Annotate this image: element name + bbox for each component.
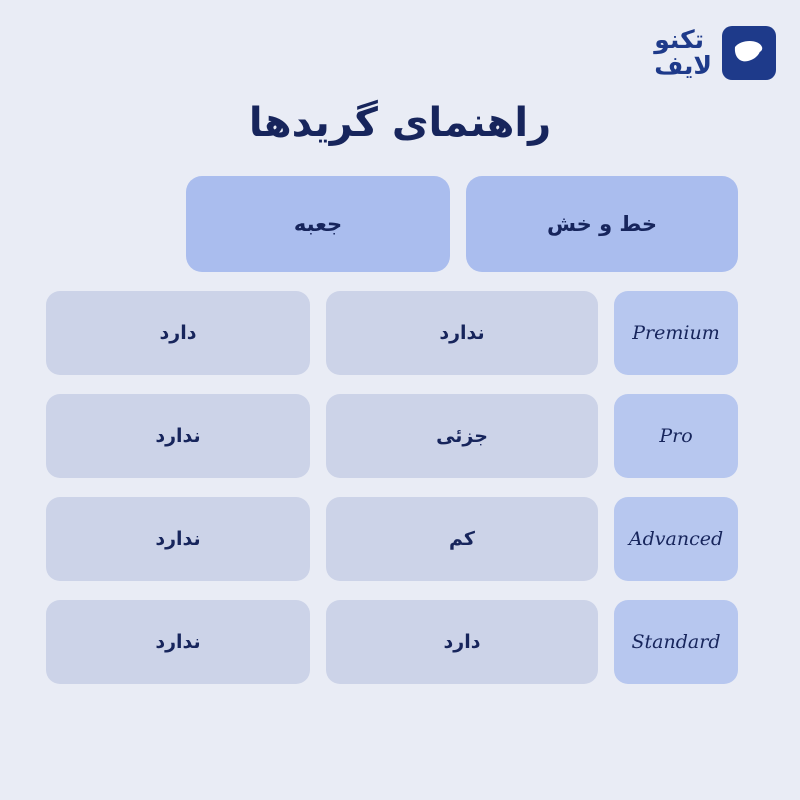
column-header-box: جعبه xyxy=(186,176,450,272)
grade-label-standard: Standard xyxy=(614,600,738,684)
table-row xyxy=(62,291,738,375)
table-row xyxy=(62,497,738,581)
techno-life-logo-icon xyxy=(722,26,776,80)
table-row xyxy=(62,394,738,478)
grades-comparison-table xyxy=(62,176,738,684)
brand-name-line2: لایف xyxy=(654,51,712,80)
table-row xyxy=(62,600,738,684)
table-header-row xyxy=(62,176,738,272)
grade-label-premium: Premium xyxy=(614,291,738,375)
cell-premium-scratch: ندارد xyxy=(326,291,598,375)
cell-standard-scratch: دارد xyxy=(326,600,598,684)
cell-advanced-scratch: کم xyxy=(326,497,598,581)
cell-pro-scratch: جزئی xyxy=(326,394,598,478)
brand-logo xyxy=(654,26,776,80)
brand-wordmark xyxy=(654,24,712,80)
cell-premium-box: دارد xyxy=(46,291,310,375)
brand-name-line1: تکنو xyxy=(654,24,705,54)
cell-advanced-box: ندارد xyxy=(46,497,310,581)
page-title: راهنمای گریدها xyxy=(248,100,552,146)
cell-pro-box: ندارد xyxy=(46,394,310,478)
column-header-scratch: خط و خش xyxy=(466,176,738,272)
cell-standard-box: ندارد xyxy=(46,600,310,684)
grade-label-pro: Pro xyxy=(614,394,738,478)
grade-label-advanced: Advanced xyxy=(614,497,738,581)
